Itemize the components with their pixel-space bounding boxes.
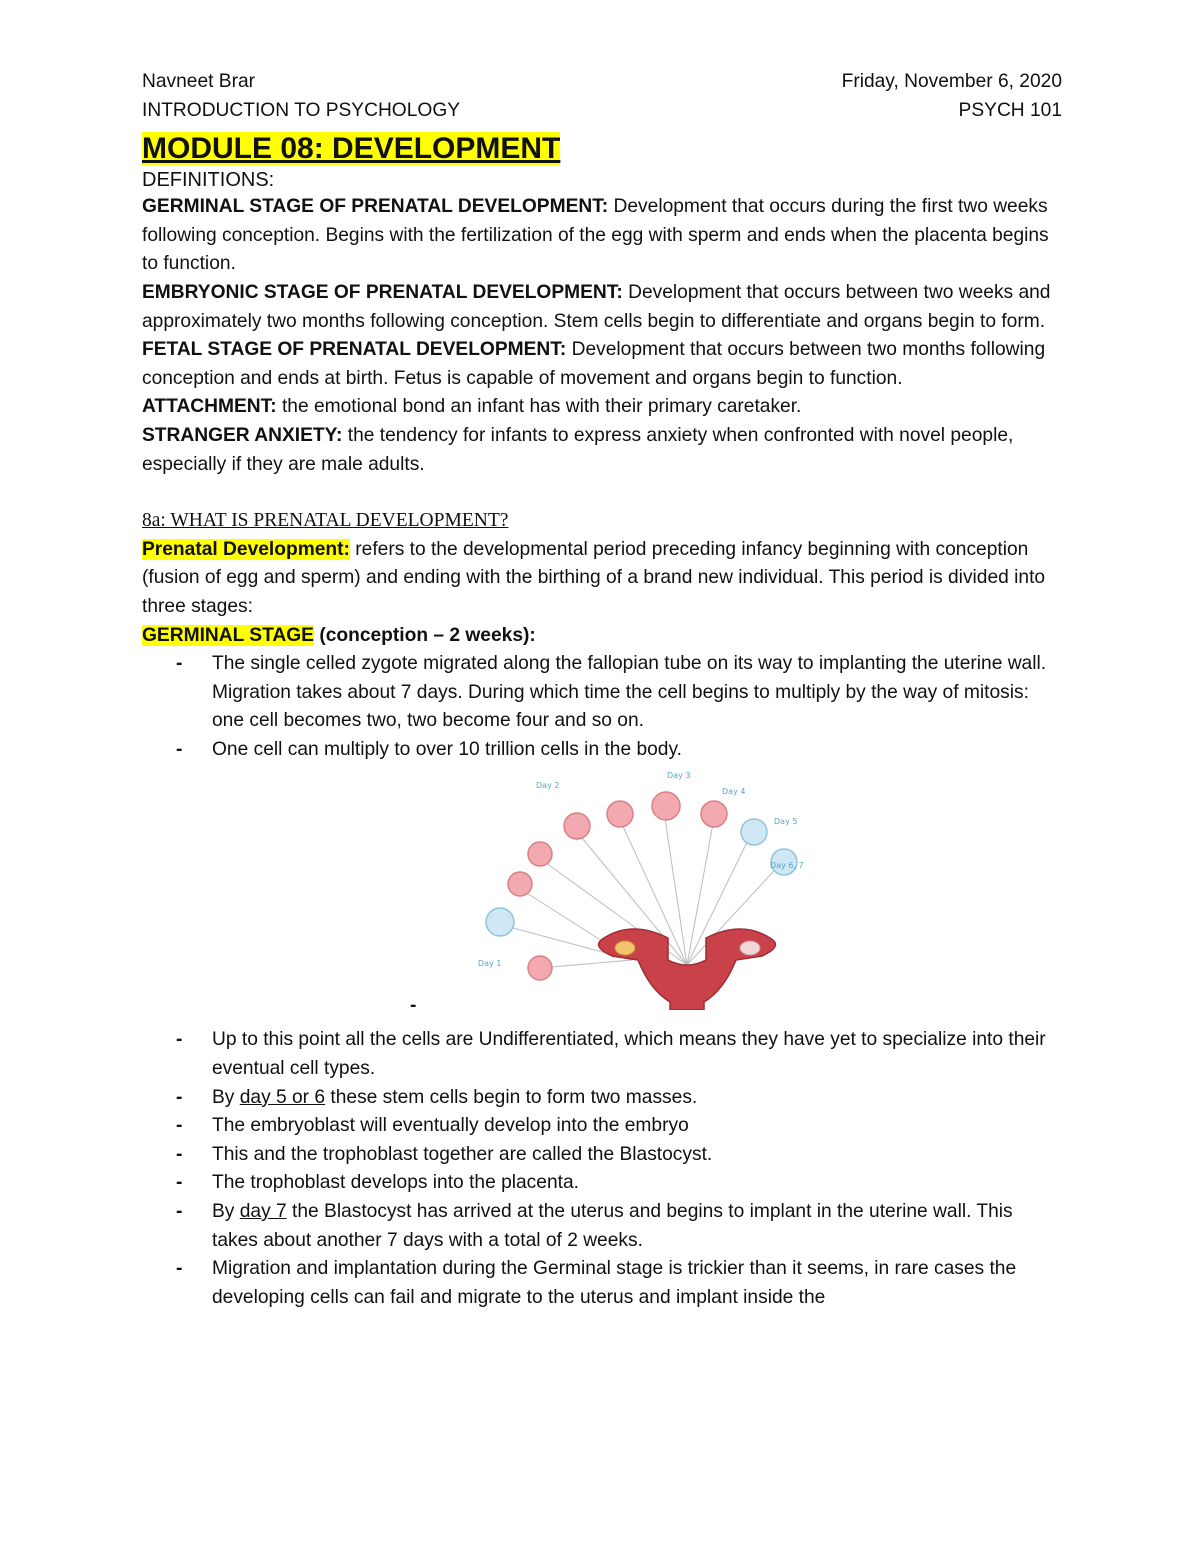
list-item: - The trophoblast develops into the placenta. [212, 1169, 1062, 1198]
definition-item [142, 422, 1062, 479]
list-item: - The single celled zygote migrated along the fallopian tube on its way to implanting the uterine wall. Migration takes about 7 days. During which time the cell begins to multiply by the way of mitosis: one cell becomes two, two become four and so on. [212, 650, 1062, 736]
day-4-label: Day 4 [722, 787, 746, 797]
definition-text: the tendency for infants to express anxiety when confronted with novel people, especially if they are male adults. [142, 424, 1014, 475]
definition-text: Development that occurs between two weeks and approximately two months following conception. Stem cells begin to differentiate and organs begin to form. [142, 281, 1051, 332]
germinal-bullets [142, 650, 1062, 764]
definition-term: STRANGER ANXIETY: [142, 424, 343, 446]
day-6-7-label: Day 6, 7 [770, 861, 804, 871]
prenatal-definition [142, 536, 1062, 622]
list-item: - This and the trophoblast together are called the Blastocyst. [212, 1141, 1062, 1170]
header-row-1 [142, 68, 1062, 97]
prenatal-text: refers to the developmental period preceding infancy beginning with conception (fusion of egg and sperm) and ending with the birthing of a brand new individual. This period is divided into three stages: [142, 538, 1046, 617]
definition-term: FETAL STAGE OF PRENATAL DEVELOPMENT: [142, 339, 567, 361]
germinal-stage-figure [142, 770, 1062, 1020]
definition-text: Development that occurs between two months following conception and ends at birth. Fetus is capable of movement and organs begin to function. [142, 339, 1046, 389]
definitions-heading: DEFINITIONS: [142, 169, 275, 192]
definition-item [142, 393, 1062, 422]
document-date: Friday, November 6, 2020 [841, 71, 1062, 92]
author-name: Navneet Brar [142, 71, 256, 92]
definition-item [142, 279, 1062, 336]
day-3-label: Day 3 [667, 771, 691, 781]
list-item: - Up to this point all the cells are Undifferentiated, which means they have yet to specialize into their eventual cell types. [212, 1026, 1062, 1083]
germinal-range: (conception – 2 weeks): [313, 624, 536, 646]
definition-term: ATTACHMENT: [142, 396, 277, 418]
day-5-label: Day 5 [774, 817, 798, 827]
germinal-stage-heading [142, 622, 1062, 651]
list-item: - One cell can multiply to over 10 trillion cells in the body. [212, 736, 1062, 765]
definition-item [142, 193, 1062, 279]
module-title: MODULE 08: DEVELOPMENT [142, 132, 561, 166]
course-code: PSYCH 101 [958, 99, 1062, 121]
prenatal-term: Prenatal Development: [142, 538, 350, 560]
definition-list [142, 193, 1062, 479]
header-row-2 [142, 97, 1062, 126]
document-content [142, 68, 1062, 1312]
list-item: - By day 5 or 6 these stem cells begin to form two masses. [212, 1084, 1062, 1113]
definition-term: GERMINAL STAGE OF PRENATAL DEVELOPMENT: [142, 196, 609, 218]
definition-item [142, 336, 1062, 393]
germinal-label: GERMINAL STAGE [142, 624, 314, 646]
day-2-label: Day 2 [536, 781, 560, 791]
definition-text: the emotional bond an infant has with their primary caretaker. [276, 396, 802, 418]
definition-term: EMBRYONIC STAGE OF PRENATAL DEVELOPMENT: [142, 281, 623, 303]
list-item: - By day 7 the Blastocyst has arrived at the uterus and begins to implant in the uterine wall. This takes about another 7 days with a total of 2 weeks. [212, 1198, 1062, 1255]
uterus-diagram [432, 770, 812, 1010]
list-item: - The embryoblast will eventually develop into the embryo [212, 1112, 1062, 1141]
day-1-label: Day 1 [478, 959, 502, 969]
definition-text: Development that occurs during the first two weeks following conception. Begins with the fertilization of the egg with sperm and ends when the placenta begins to function. [142, 196, 1049, 275]
germinal-details [142, 1026, 1062, 1312]
section-heading: 8a: WHAT IS PRENATAL DEVELOPMENT? [142, 510, 509, 532]
list-item: - Migration and implantation during the Germinal stage is trickier than it seems, in rare cases the developing cells can fail and migrate to the uterus and implant inside the [212, 1255, 1062, 1312]
course-name: INTRODUCTION TO PSYCHOLOGY [142, 99, 461, 121]
stray-dash: - [410, 995, 417, 1017]
